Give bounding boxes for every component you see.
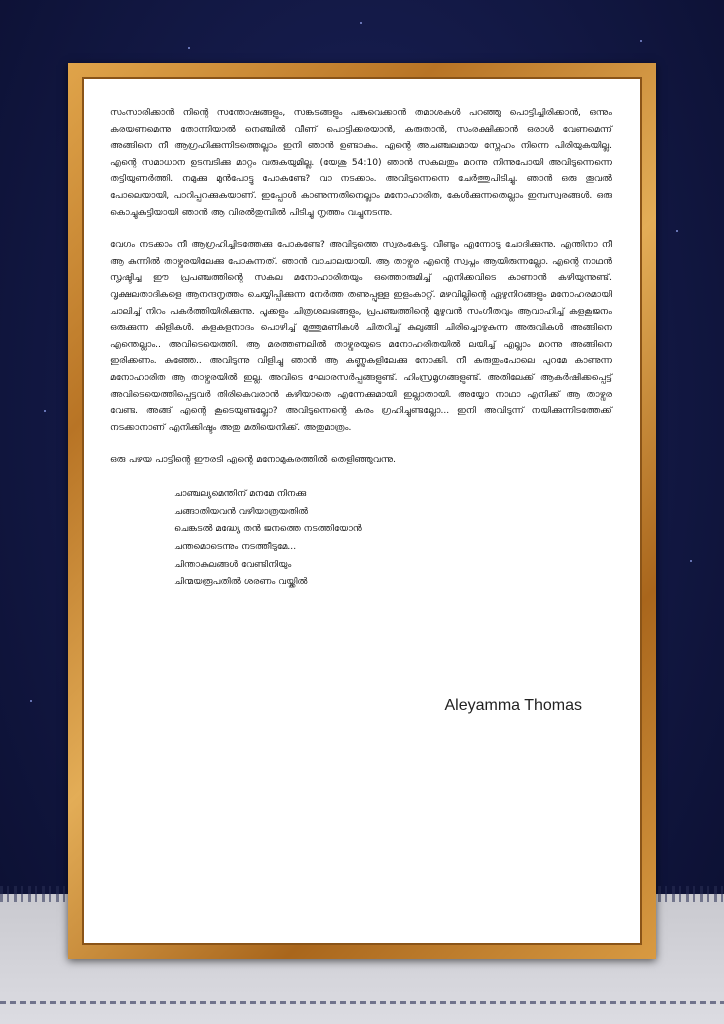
poem-line: ചെങ്കടൽ മദ്ധ്യേ തൻ ജനത്തെ നടത്തിയോൻ [174,524,362,535]
ground-line [0,1001,724,1004]
poem-line: ചിന്മയരൂപതിൽ ശരണം വയ്ക്കിൽ [174,577,308,588]
paragraph-2: വേഗം നടക്കാം നീ ആഗ്രഹിച്ചിടത്തേക്കു പോകണ്ടേ? അവിടുത്തെ സ്വരംകേട്ടു. വീണ്ടും എന്നോടു ചോദിക്കുന്നു. എന്തിനാ നീ ആ കുന്നിൽ താഴ്വരയിലേക്കു പോകുന്നത്. ഞാൻ വാചാലയായി. ആ താഴ്വര എന്റെ സ്വപ്നം ആയിരുന്നല്ലോ. എന്റെ നാഥൻ സൃഷ്ടിച്ച ഈ പ്രപഞ്ചത്തിന്റെ സകല മനോഹാരിതയും ഒത്തൊരുമിച്ച് എനിക്കവിടെ കാണാൻ കഴിയുന്നുണ്ട്. വൃക്ഷലതാദികളെ ആനന്ദനൃത്തം ചെയ്യിപ്പിക്കുന്ന നേർത്ത തണുപ്പുള്ള ഇളംകാറ്റ്. മഴവില്ലിന്റെ ഏഴുനിറങ്ങളും മനോഹരമായി ചാലിച്ച് നിറം പകർത്തിയിരിക്കുന്നു. പൂക്കളും ചിത്രശലഭങ്ങളും, പ്രപഞ്ചത്തിന്റെ മുഴുവൻ സംഗീതവും ആവാഹിച്ച് കളകൂജനം ഒരുക്കുന്ന കിളികൾ. കളകളനാദം പൊഴിച്ച് മുത്തുമണികൾ ചിതറിച്ച് കുലുങ്ങി ചിരിച്ചൊഴുകുന്ന അരുവികൾ അങ്ങിനെ എന്തെല്ലാം.. അവിടെയെത്തി. ആ മരത്തണലിൽ താഴ്വരയുടെ മനോഹരിതയിൽ ലയിച്ച് എല്ലാം മറന്നു അങ്ങിനെ ഇരിക്കണം. കുഞ്ഞേ.. അവിടുന്നു വിളിച്ചു ഞാൻ ആ കണ്ണുകളിലേക്കു നോക്കി. നീ കരുതുംപോലെ പുറമേ കാണുന്ന മനോഹാരിത ആ താഴ്വരയിൽ ഇല്ല. അവിടെ ഘോരസർപ്പങ്ങളുണ്ട്. ഹിംസ്രമൃഗങ്ങളുണ്ട്. അതിലേക്ക് ആകർഷിക്കപ്പെട്ട് അവിടെയെത്തിപ്പെട്ടവർ തിരികെവരാൻ കഴിയാതെ എന്നേക്കുമായി ഇല്ലാതായി. അയ്യോ നാഥാ എനിക്ക് ആ താഴ്വര വേണ്ട. അങ്ങ് എന്റെ കൂടെയുണ്ടല്ലോ? അവിടുന്നെന്റെ കരം ഗ്രഹിച്ചുണ്ടല്ലോ... ഇനി അവിടുന്ന് നയിക്കുന്നിടത്തേക്ക് നടക്കാനാണ് എനിക്കിഷ്ടം അതു മതിയെനിക്ക്. അതുമാത്രം. [110,240,612,433]
poem [174,486,612,592]
gold-frame [68,63,656,959]
poem-line: ചന്തമൊടെന്നും നടത്തീടുമേ... [174,542,297,553]
paragraph-1: സംസാരിക്കാൻ നിന്റെ സന്തോഷങ്ങളും, സങ്കടങ്ങളും പങ്കുവെക്കാൻ തമാശകൾ പറഞ്ഞു പൊട്ടിച്ചിരിക്കാൻ, ഒന്നും കരയണമെന്നു തോന്നിയാൽ നെഞ്ചിൽ വീണ് പൊട്ടിക്കരയാൻ, കരുതാൻ, സംരക്ഷിക്കാൻ ഒരാൾ വേണമെന്ന് അങ്ങിനെ നീ ആഗ്രഹിക്കുന്നിടത്തെല്ലാം ഇനി ഞാൻ ഉണ്ടാകും. എന്റെ അചഞ്ചലമായ സ്നേഹം നിന്നെ പിരിയുകയില്ല. എന്റെ സമാധാന ഉടമ്പടിക്കു മാറ്റം വരുകയുമില്ല. (യേശു 54:10) ഞാൻ സകലതും മറന്നു നിന്നുപോയി അവിടുന്നെന്നെ തട്ടിയുണർത്തി. നമുക്കു മുൻപോട്ടു പോകണ്ടേ? വാ നടക്കാം. അവിടുന്നെന്നെ ചേർത്തുപിടിച്ചു. ഞാൻ ഒരു തൂവൽ പോലെയായി, പാറിപ്പറക്കുകയാണ്. ഇപ്പോൾ കാണുന്നതിനെല്ലാം മനോഹാരിത, കേൾക്കുന്നതെല്ലാം ഇമ്പസ്വരങ്ങൾ. ഒരു കൊച്ചുകുട്ടിയായി ഞാൻ ആ വിരൽതുമ്പിൽ പിടിച്ചു നൃത്തം വച്ചുനടന്നു. [110,108,612,218]
poem-line: ചങ്ങാതിയവൻ വഴിയാത്രയതിൽ [174,506,309,517]
author-signature: Aleyamma Thomas [444,697,582,714]
paper-page [82,77,642,945]
poem-intro: ഒരു പഴയ പാട്ടിന്റെ ഈരടി എന്റെ മനോമുകരത്തിൽ തെളിഞ്ഞുവന്നു. [110,455,397,466]
poem-line: ചാഞ്ചല്യമെന്തിന് മനമേ നിനക്കു [174,489,307,500]
poem-line: ചിന്താകുലങ്ങൾ വേണ്ടിനിയും [174,559,292,570]
